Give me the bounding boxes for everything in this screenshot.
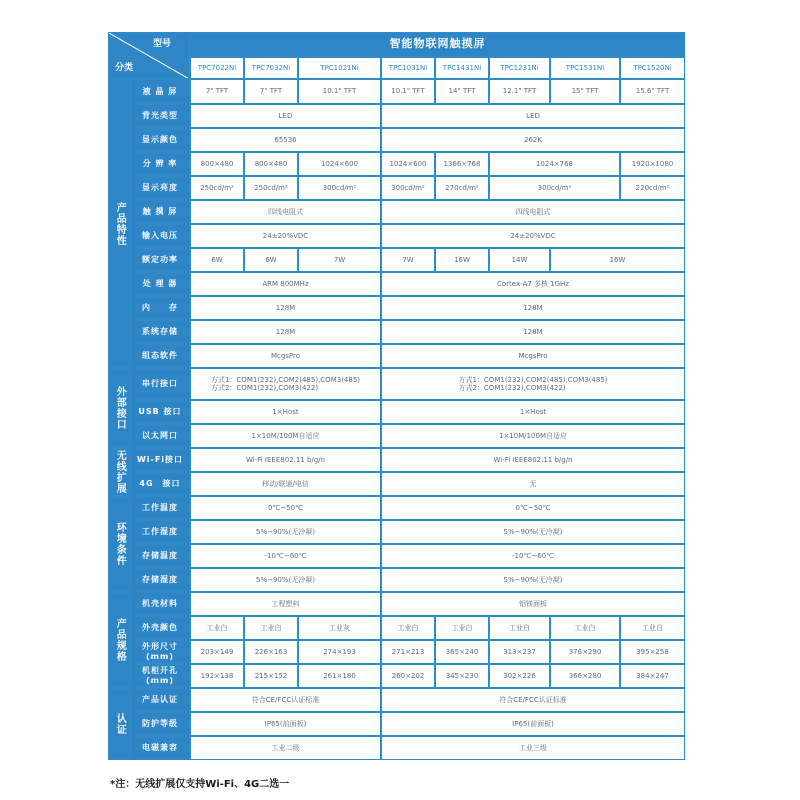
spec-value: 262K bbox=[381, 128, 685, 152]
spec-value: 方式1：COM1(232),COM2(485),COM3(485) 方式2：COM1(232),COM3(422) bbox=[381, 368, 685, 400]
spec-value: 符合CE/FCC认证标准 bbox=[381, 688, 685, 712]
category-label: 外部接口 bbox=[108, 368, 130, 448]
spec-value: 符合CE/FCC认证标准 bbox=[190, 688, 381, 712]
model-header: TPC1531Ni bbox=[550, 57, 620, 79]
spec-value: 384×247 bbox=[620, 664, 685, 688]
row-label: 外形尺寸 (mm) bbox=[130, 640, 190, 664]
row-label: 产品认证 bbox=[130, 688, 190, 712]
spec-value: 5%~90%(无冷凝) bbox=[381, 520, 685, 544]
row-label: 组态软件 bbox=[130, 344, 190, 368]
spec-value: 0℃~50℃ bbox=[190, 496, 381, 520]
spec-value: McgsPro bbox=[381, 344, 685, 368]
spec-value: Wi-Fi IEEE802.11 b/g/n bbox=[381, 448, 685, 472]
spec-value: 395×258 bbox=[620, 640, 685, 664]
header-corner bbox=[108, 32, 190, 79]
row-label: 额定功率 bbox=[130, 248, 190, 272]
spec-value: 1×Host bbox=[190, 400, 381, 424]
spec-value: 215×152 bbox=[244, 664, 298, 688]
row-label: 系统存储 bbox=[130, 320, 190, 344]
spec-value: 302×226 bbox=[489, 664, 550, 688]
spec-value: 300cd/m² bbox=[381, 176, 435, 200]
footnote: *注：无线扩展仅支持Wi-Fi、4G二选一 bbox=[110, 779, 290, 790]
spec-value: 工业白 bbox=[620, 616, 685, 640]
spec-value: 工业二级 bbox=[190, 736, 381, 760]
spec-value: 313×237 bbox=[489, 640, 550, 664]
spec-value: 5%~90%(无冷凝) bbox=[190, 568, 381, 592]
row-label: 外壳颜色 bbox=[130, 616, 190, 640]
row-label: 机柜开孔 (mm) bbox=[130, 664, 190, 688]
row-label: 机壳材料 bbox=[130, 592, 190, 616]
spec-value: 四线电阻式 bbox=[381, 200, 685, 224]
spec-value: 7" TFT bbox=[190, 79, 244, 104]
row-label: 以太网口 bbox=[130, 424, 190, 448]
row-label: 液 晶 屏 bbox=[130, 79, 190, 104]
model-header: TPC7022Ni bbox=[190, 57, 244, 79]
row-label: 输入电压 bbox=[130, 224, 190, 248]
spec-value: 5%~90%(无冷凝) bbox=[381, 568, 685, 592]
spec-value: LED bbox=[190, 104, 381, 128]
corner-category-label: 分类 bbox=[115, 63, 134, 73]
spec-value: 7W bbox=[381, 248, 435, 272]
spec-value: 移动/联通/电信 bbox=[190, 472, 381, 496]
spec-value: 12.1" TFT bbox=[489, 79, 550, 104]
spec-value: 260×202 bbox=[381, 664, 435, 688]
model-header: TPC1031Ni bbox=[381, 57, 435, 79]
corner-model-label: 型号 bbox=[153, 39, 172, 49]
spec-value: 铝镁面板 bbox=[381, 592, 685, 616]
spec-value: 203×149 bbox=[190, 640, 244, 664]
spec-value: 工业白 bbox=[381, 616, 435, 640]
row-label: 工作温度 bbox=[130, 496, 190, 520]
spec-value: 16W bbox=[435, 248, 489, 272]
spec-value: 5%~90%(无冷凝) bbox=[190, 520, 381, 544]
spec-value: IP65(前面板) bbox=[190, 712, 381, 736]
spec-value: 128M bbox=[190, 320, 381, 344]
table-title: 智能物联网触摸屏 bbox=[190, 32, 685, 57]
spec-value: 128M bbox=[381, 296, 685, 320]
spec-value: 1920×1080 bbox=[620, 152, 685, 176]
spec-value: 工业灰 bbox=[298, 616, 381, 640]
spec-table bbox=[108, 32, 699, 760]
spec-value: 15" TFT bbox=[550, 79, 620, 104]
spec-value: 365×240 bbox=[435, 640, 489, 664]
row-label: 电磁兼容 bbox=[130, 736, 190, 760]
row-label: 存储温度 bbox=[130, 544, 190, 568]
spec-value: 300cd/m² bbox=[489, 176, 620, 200]
row-label: 防护等级 bbox=[130, 712, 190, 736]
spec-value: 1×10M/100M自适应 bbox=[190, 424, 381, 448]
spec-value: 128M bbox=[190, 296, 381, 320]
row-label: 4G 接口 bbox=[130, 472, 190, 496]
spec-value: 10.1" TFT bbox=[298, 79, 381, 104]
model-header: TPC1231Ni bbox=[489, 57, 550, 79]
row-label: 串行接口 bbox=[130, 368, 190, 400]
spec-value: 220cd/m² bbox=[620, 176, 685, 200]
row-label: 显示亮度 bbox=[130, 176, 190, 200]
spec-value: 无 bbox=[381, 472, 685, 496]
model-header: TPC1431Ni bbox=[435, 57, 489, 79]
spec-value: 7" TFT bbox=[244, 79, 298, 104]
spec-value: 274×193 bbox=[298, 640, 381, 664]
spec-value: LED bbox=[381, 104, 685, 128]
spec-value: -10℃~60℃ bbox=[190, 544, 381, 568]
spec-value: IP65(前面板) bbox=[381, 712, 685, 736]
category-label: 认证 bbox=[108, 688, 130, 760]
category-label: 产品规格 bbox=[108, 592, 130, 688]
row-label: 存储湿度 bbox=[130, 568, 190, 592]
spec-value: 376×290 bbox=[550, 640, 620, 664]
spec-value: Cortex-A7 多核 1GHz bbox=[381, 272, 685, 296]
spec-value: 1×10M/100M自适应 bbox=[381, 424, 685, 448]
spec-value: 0℃~50℃ bbox=[381, 496, 685, 520]
row-label: 触 摸 屏 bbox=[130, 200, 190, 224]
spec-value: 1024×600 bbox=[298, 152, 381, 176]
category-label: 无线扩展 bbox=[108, 448, 130, 496]
spec-value: 工业三级 bbox=[381, 736, 685, 760]
spec-value: -10℃~60℃ bbox=[381, 544, 685, 568]
spec-value: 1024×768 bbox=[489, 152, 620, 176]
spec-value: McgsPro bbox=[190, 344, 381, 368]
spec-value: 366×280 bbox=[550, 664, 620, 688]
spec-value: 工业白 bbox=[190, 616, 244, 640]
spec-value: 250cd/m² bbox=[244, 176, 298, 200]
spec-value: 16W bbox=[550, 248, 685, 272]
spec-value: 6W bbox=[190, 248, 244, 272]
spec-value: 1366×768 bbox=[435, 152, 489, 176]
spec-value: 226×163 bbox=[244, 640, 298, 664]
spec-value: 250cd/m² bbox=[190, 176, 244, 200]
spec-value: 工业白 bbox=[244, 616, 298, 640]
model-header: TPC1021Ni bbox=[298, 57, 381, 79]
spec-value: 方式1：COM1(232),COM2(485),COM3(485) 方式2：COM1(232),COM3(422) bbox=[190, 368, 381, 400]
spec-value: 345×230 bbox=[435, 664, 489, 688]
spec-value: 14W bbox=[489, 248, 550, 272]
row-label: 工作湿度 bbox=[130, 520, 190, 544]
spec-value: 10.1" TFT bbox=[381, 79, 435, 104]
row-label: 处 理 器 bbox=[130, 272, 190, 296]
row-label: 背光类型 bbox=[130, 104, 190, 128]
row-label: Wi-Fi接口 bbox=[130, 448, 190, 472]
spec-value: 1024×600 bbox=[381, 152, 435, 176]
spec-value: ARM 800MHz bbox=[190, 272, 381, 296]
spec-value: 300cd/m² bbox=[298, 176, 381, 200]
spec-value: 24±20%VDC bbox=[381, 224, 685, 248]
spec-value: 工程塑料 bbox=[190, 592, 381, 616]
spec-value: 800×480 bbox=[190, 152, 244, 176]
model-header: TPC1520Ni bbox=[620, 57, 685, 79]
spec-value: Wi-Fi IEEE802.11 b/g/n bbox=[190, 448, 381, 472]
row-label: 内 存 bbox=[130, 296, 190, 320]
spec-value: 128M bbox=[381, 320, 685, 344]
spec-value: 261×180 bbox=[298, 664, 381, 688]
spec-value: 24±20%VDC bbox=[190, 224, 381, 248]
row-label: USB 接口 bbox=[130, 400, 190, 424]
spec-value: 271×213 bbox=[381, 640, 435, 664]
spec-value: 工业白 bbox=[489, 616, 550, 640]
row-label: 分 辨 率 bbox=[130, 152, 190, 176]
spec-value: 四线电阻式 bbox=[190, 200, 381, 224]
row-label: 显示颜色 bbox=[130, 128, 190, 152]
spec-value: 800×480 bbox=[244, 152, 298, 176]
spec-value: 1×Host bbox=[381, 400, 685, 424]
spec-value: 192×138 bbox=[190, 664, 244, 688]
spec-value: 270cd/m² bbox=[435, 176, 489, 200]
spec-value: 工业白 bbox=[550, 616, 620, 640]
model-header: TPC7032Ni bbox=[244, 57, 298, 79]
spec-value: 14" TFT bbox=[435, 79, 489, 104]
spec-value: 15.6" TFT bbox=[620, 79, 685, 104]
spec-value: 7W bbox=[298, 248, 381, 272]
spec-value: 工业白 bbox=[435, 616, 489, 640]
category-label: 产品特性 bbox=[108, 79, 130, 368]
spec-value: 6W bbox=[244, 248, 298, 272]
spec-value: 65536 bbox=[190, 128, 381, 152]
category-label: 环境条件 bbox=[108, 496, 130, 592]
